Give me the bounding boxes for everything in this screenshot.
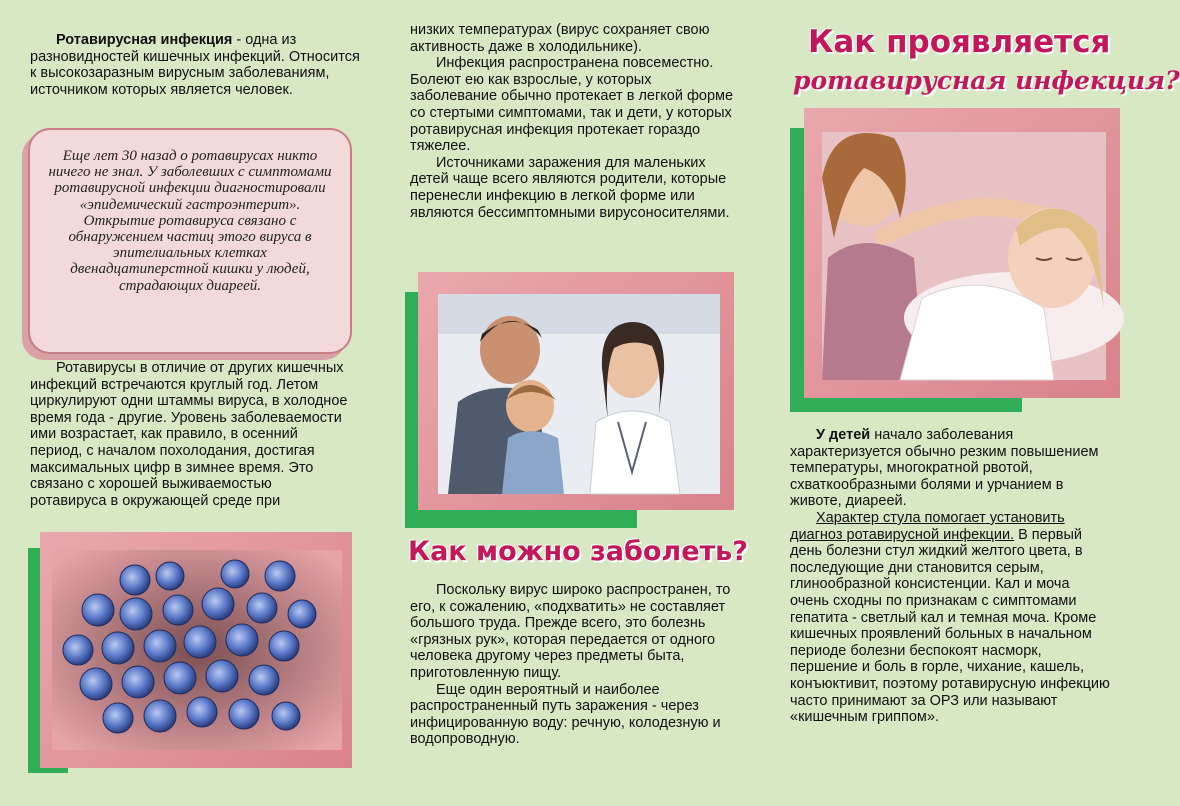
symptoms-heading-line-2: ротавирусная инфекция? (793, 66, 1180, 95)
column-2-bottom-text (410, 582, 740, 748)
column-3-text (790, 427, 1110, 726)
col2-paragraph-4: Поскольку вирус широко распространен, то его, к сожалению, «подхватить» не составляет большого труда. Прежде всего, это болезнь «грязных рук», которая передается от одного человека другому через предметы быта, приготовленную пищу. (410, 582, 731, 681)
col2-paragraph-2: Инфекция распространена повсеместно. Болеют ею как взрослые, у которых заболевание обычно протекает в легкой форме со стертыми симптомами, так и дети, у которых ротавирусная инфекция протекает гораздо тяжелее. (410, 55, 734, 155)
children-bold: У детей (816, 427, 871, 443)
stool-underlined: Характер стула помогает установить диагноз ротавирусной инфекции. (790, 509, 1065, 543)
doctor-photo (418, 272, 734, 510)
column-2-top-text (410, 22, 740, 221)
history-quote-box (28, 128, 352, 354)
intro-bold: Ротавирусная инфекция (56, 32, 233, 48)
sick-child-illustration (804, 108, 1120, 398)
doctor-consultation-illustration (418, 272, 734, 510)
history-quote-text: Еще лет 30 назад о ротавирусах никто ничего не знал. У заболевших с симптомами ротавирусной инфекции диагностировали «эпидемический гастроэнтерит». Открытие ротавируса связано с обнаружением частиц этого вируса в эпителиальных клетках двенадцатиперстной кишки у людей, страдающих диареей. (48, 148, 332, 294)
children-rest: начало заболевания характеризуется обычно резким повышением температуры, многократной рвотой, схваткообразными болями и урчанием в животе, диареей. (790, 427, 1099, 510)
stool-paragraph (790, 510, 1110, 726)
intro-rest: - одна из разновидностей кишечных инфекций. Относится к высокозаразным вирусным заболеваниям, источником которых является человек. (30, 32, 360, 98)
stool-rest: В первый день болезни стул жидкий желтого цвета, в последующие дни становится серым, глинообразной консистенции. Кал и моча очень сходны по признакам с симптомами гепатита - светлый кал и темная моча. Кроме кишечных проявлений больных в начальном периоде болезни беспокоят насморк, першение и боль в горле, чихание, кашель, конъюктивит, поэтому ротавирусную инфекцию часто принимают за ОРЗ или называют «кишечным гриппом». (790, 526, 1110, 726)
intro-paragraph (30, 32, 365, 98)
how-infected-heading: Как можно заболеть? (408, 536, 748, 567)
symptoms-heading-line-1: Как проявляется (808, 24, 1111, 60)
seasonality-paragraph: Ротавирусы в отличие от других кишечных инфекций встречаются круглый год. Летом циркулируют одни штаммы вируса, в холодное время года - другие. Уровень заболеваемости ими возрастает, как правило, в осенний период, с началом похолодания, достигая максимальных цифр в зимнее время. Это связано с хорошей выживаемостью ротавируса в окружающей среде при (30, 360, 348, 509)
children-symptoms-paragraph (790, 427, 1110, 510)
col2-paragraph-5: Еще один вероятный и наиболее распространенный путь заражения - через инфицированную воду: речную, колодезную и водопроводную. (410, 681, 721, 748)
virus-image (40, 532, 352, 768)
virus-particles-illustration (40, 532, 352, 768)
mother-child-photo (804, 108, 1120, 398)
col2-paragraph-3: Источниками заражения для маленьких детей чаще всего являются родители, которые перенесли инфекцию в легкой форме или являются бессимптомными вирусоносителями. (410, 154, 730, 221)
col2-paragraph-1: низких температурах (вирус сохраняет свою активность даже в холодильнике). (410, 22, 710, 55)
